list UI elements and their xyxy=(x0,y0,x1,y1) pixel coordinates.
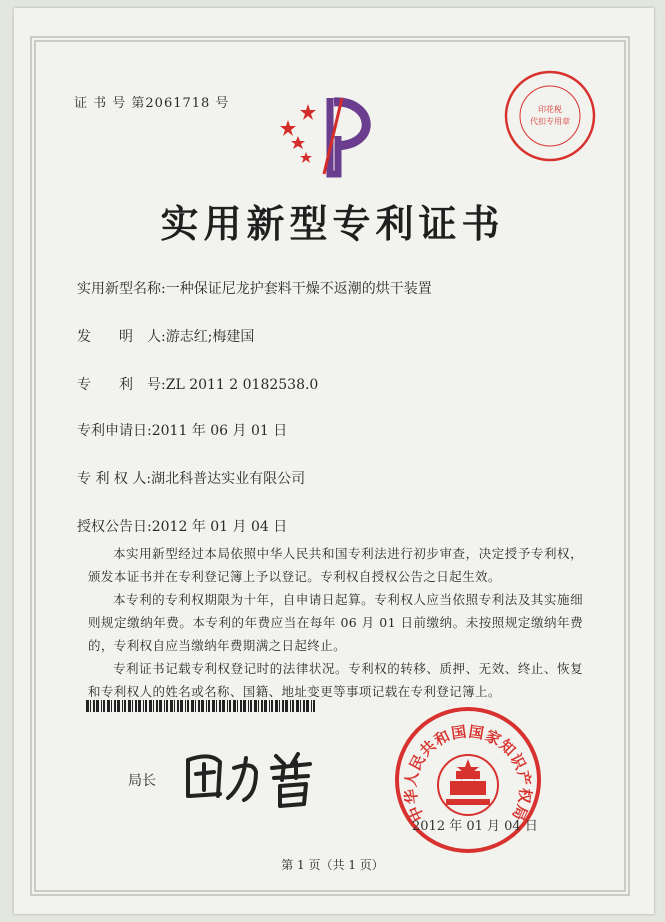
svg-text:代扣专用章: 代扣专用章 xyxy=(530,117,570,126)
field-utility-model-name xyxy=(77,278,432,298)
field-label: 专利申请日: xyxy=(77,423,152,439)
field-inventor xyxy=(77,326,254,346)
field-label: 实用新型名称: xyxy=(77,281,166,297)
seal-text: 中华人民共和国国家知识产权局 xyxy=(401,722,535,825)
director-label: 局长 xyxy=(128,773,156,789)
certificate-number: 证 书 号 第2061718 号 xyxy=(74,96,230,111)
field-value: 2011 年 06 月 01 日 xyxy=(151,423,288,439)
field-value: 湖北科普达实业有限公司 xyxy=(151,471,306,487)
patent-office-logo-icon xyxy=(278,90,388,180)
field-label: 授权公告日: xyxy=(77,519,152,535)
field-value: 游志红;梅建国 xyxy=(165,329,255,345)
field-announcement-date xyxy=(77,516,287,536)
field-label: 专 利 权 人: xyxy=(77,471,152,487)
field-patent-number xyxy=(77,374,318,394)
seal-date: 2012 年 01 月 04 日 xyxy=(412,819,538,834)
paragraph: 本实用新型经过本局依照中华人民共和国专利法进行初步审查，决定授予专利权，颁发本证书并在专利登记簿上予以登记。专利权自授权公告之日起生效。 xyxy=(88,546,583,584)
page-number: 第 1 页（共 1 页） xyxy=(281,858,384,872)
director-signature xyxy=(180,742,330,812)
field-patentee xyxy=(77,468,305,488)
field-value: ZL 2011 2 0182538.0 xyxy=(165,377,319,393)
field-label: 发 明 人: xyxy=(77,329,166,345)
paragraph: 本专利的专利权期限为十年，自申请日起算。专利权人应当依照专利法及其实施细则规定缴纳年费。本专利的年费应当在每年 06 月 01 日前缴纳。未按照规定缴纳年费的，专利权自应当缴纳年费期满之日起终止。 xyxy=(88,592,583,653)
page-title: 实用新型专利证书 xyxy=(160,201,505,246)
tax-stamp-seal xyxy=(500,66,600,166)
barcode xyxy=(86,700,318,712)
svg-text:印花税: 印花税 xyxy=(538,105,562,114)
field-application-date xyxy=(77,420,287,440)
certificate-body xyxy=(88,542,583,703)
field-value: 2012 年 01 月 04 日 xyxy=(151,519,288,535)
field-label: 专 利 号: xyxy=(77,377,166,393)
paragraph: 专利证书记载专利权登记时的法律状况。专利权的转移、质押、无效、终止、恢复和专利权人的姓名或名称、国籍、地址变更等事项记载在专利登记簿上。 xyxy=(88,661,583,699)
field-value: 一种保证尼龙护套料干燥不返潮的烘干装置 xyxy=(165,281,432,297)
